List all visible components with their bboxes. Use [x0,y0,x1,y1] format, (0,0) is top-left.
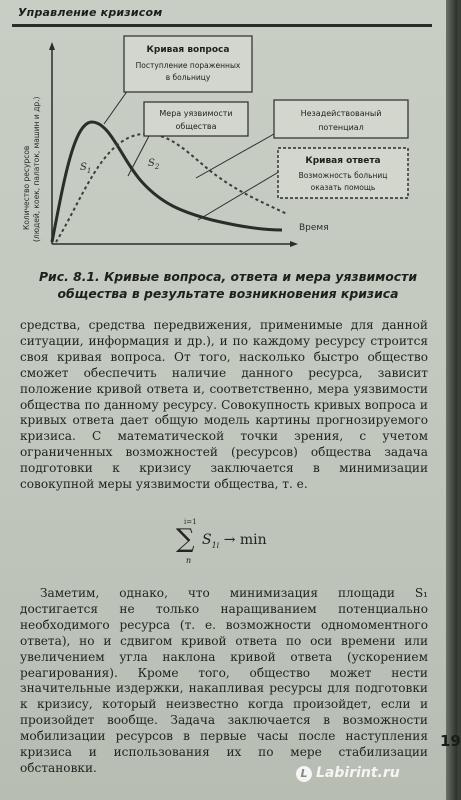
x-axis-label: Время [299,223,329,233]
box-question-title: Кривая вопроса [146,45,230,55]
running-title: Управление кризисом [18,6,163,19]
box-answer-title: Кривая ответа [305,156,381,166]
page-edge-shadow [446,0,457,800]
formula-lower-limit: n [186,556,192,565]
leader-question [104,90,128,124]
formula-sum-sign: ∑ [176,524,195,554]
box-question-line2: в больницу [165,73,211,82]
formula [172,520,292,568]
box-answer-line2: оказать помощь [310,183,376,192]
page-number: 19 [440,732,461,750]
formula-subscript: 1i [211,540,220,550]
watermark-text: Labirint.ru [316,765,400,781]
watermark [296,762,446,790]
figure-8-1 [12,30,432,266]
x-axis-arrow [290,241,298,247]
y-axis-label-line2: (людей, коек, палаток, машин и др.) [32,96,41,242]
formula-variable: S [202,532,212,548]
box-vulnerability-line2: общества [175,122,217,131]
box-unused-line1: Незадействованый [300,109,382,118]
y-axis-arrow [49,42,55,50]
paragraph-1-text: средства, средства передвижения, применимые для данной ситуации, информация и др.), и по каждому ресурсу строится своя кривая вопроса. От того, насколько быстро общество сможет обеспечить наличие данного ресурса, зависит положение кривой ответа и, соответственно, мера уязвимости общества по данному ресурсу. Совокупность кривых вопроса и кривых ответа дает общую модель картины прогнозируемого кризиса. С математической точки зрения, с учетом ограниченных возможностей (ресурсов) общества задача подготовки к кризису заключается в минимизации совокупной меры уязвимости общества, т. е. [20,318,428,492]
s2-label: $S_2$ [148,158,160,171]
question-curve [52,122,282,242]
box-unused-potential [274,100,408,138]
box-unused-line2: потенциал [318,123,364,132]
box-answer-line1: Возможность больниц [298,171,388,180]
paragraph-2-text: Заметим, однако, что минимизация площади S₁ достигается не только наращиванием потенциально необходимого ресурса (т. е. возможности одномоментного ответа), но и сдвигом кривой ответа по оси времени или увеличением угла наклона кривой ответа (ускорением реагирования). Кроме того, общество может нести значительные издержки, накапливая ресурсы для подготовки к кризису, который неизвестно когда произойдет, если и произойдет вообще. Задача заключается в возможности мобилизации ресурсов в первые часы после наступления кризиса и использования их по мере стабилизации обстановки. [20,586,428,775]
formula-arrow-min: → min [223,532,267,548]
leader-unused [196,134,274,178]
watermark-logo-icon: L [296,766,312,782]
leader-vulnerability [128,134,150,176]
caption-line-1: Рис. 8.1. Кривые вопроса, ответа и мера уязвимости [38,269,418,284]
box-vulnerability-line1: Мера уязвимости [159,109,233,118]
caption-line-2: общества в результате возникновения кризиса [57,286,399,301]
paragraph-1 [20,318,428,493]
formula-upper-limit: i=1 [184,518,197,526]
y-axis-label-line1: Количество ресурсов [22,145,31,230]
figure-caption [28,268,428,302]
header-rule [12,24,432,27]
leader-answer [198,170,282,220]
box-question-line1: Поступление пораженных [135,61,241,70]
formula-expression [202,532,267,550]
paragraph-2 [20,586,428,777]
s1-label: $S_1$ [80,162,92,175]
